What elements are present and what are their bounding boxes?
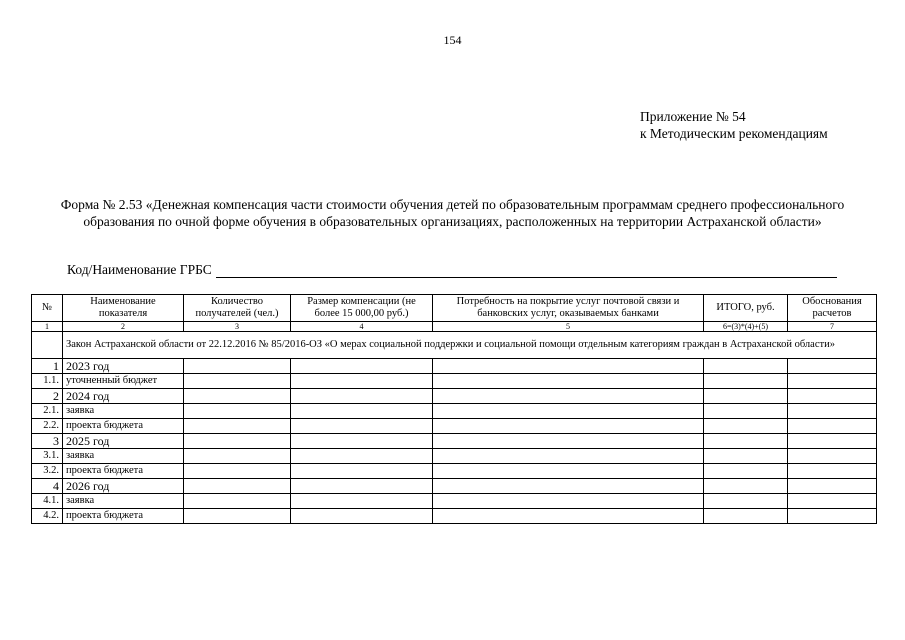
row-label: 2025 год: [63, 434, 184, 449]
column-number-cell: 6=(3)*(4)+(5): [704, 322, 788, 332]
grbs-label: Код/Наименование ГРБС: [67, 262, 212, 277]
value-cell[interactable]: [433, 434, 704, 449]
header-cell: Наименование показателя: [63, 295, 184, 322]
value-cell[interactable]: [704, 449, 788, 464]
value-cell[interactable]: [291, 509, 433, 524]
table-header-row: [32, 295, 877, 322]
value-cell[interactable]: [704, 479, 788, 494]
row-label: уточненный бюджет: [63, 374, 184, 389]
appendix-reference: [640, 108, 828, 142]
value-cell[interactable]: [788, 509, 877, 524]
header-cell: ИТОГО, руб.: [704, 295, 788, 322]
value-cell[interactable]: [291, 359, 433, 374]
row-number: 3: [32, 434, 63, 449]
value-cell[interactable]: [433, 419, 704, 434]
row-number: 1: [32, 359, 63, 374]
header-cell: Количество получателей (чел.): [184, 295, 291, 322]
value-cell[interactable]: [704, 359, 788, 374]
value-cell[interactable]: [788, 374, 877, 389]
header-cell: №: [32, 295, 63, 322]
law-row: [32, 332, 877, 359]
value-cell[interactable]: [433, 404, 704, 419]
table-row: [32, 374, 877, 389]
row-number: 4: [32, 479, 63, 494]
column-number-row: [32, 322, 877, 332]
value-cell[interactable]: [788, 434, 877, 449]
value-cell[interactable]: [184, 359, 291, 374]
column-number-cell: 5: [433, 322, 704, 332]
table-row: [32, 479, 877, 494]
table-row: [32, 404, 877, 419]
value-cell[interactable]: [291, 449, 433, 464]
row-label: 2024 год: [63, 389, 184, 404]
header-cell: Обоснования расчетов: [788, 295, 877, 322]
value-cell[interactable]: [704, 374, 788, 389]
row-label: заявка: [63, 494, 184, 509]
form-table: [31, 294, 877, 524]
page-number: 154: [443, 33, 462, 47]
value-cell[interactable]: [788, 449, 877, 464]
appendix-line-1: Приложение № 54: [640, 109, 746, 124]
row-number: 2.1.: [32, 404, 63, 419]
value-cell[interactable]: [433, 389, 704, 404]
value-cell[interactable]: [704, 434, 788, 449]
form-title: Форма № 2.53 «Денежная компенсация части стоимости обучения детей по образовательным программам среднего профессионального образования по очной форме обучения в образовательных организациях, расположенных на территории Астраханской области»: [60, 197, 845, 229]
value-cell[interactable]: [788, 479, 877, 494]
grbs-fill-line: [216, 263, 837, 278]
value-cell[interactable]: [788, 389, 877, 404]
row-number: 3.1.: [32, 449, 63, 464]
row-number: 1.1.: [32, 374, 63, 389]
column-number-cell: 2: [63, 322, 184, 332]
row-label: 2026 год: [63, 479, 184, 494]
value-cell[interactable]: [291, 404, 433, 419]
value-cell[interactable]: [433, 494, 704, 509]
row-label: заявка: [63, 449, 184, 464]
table-row: [32, 434, 877, 449]
value-cell[interactable]: [788, 419, 877, 434]
value-cell[interactable]: [788, 464, 877, 479]
value-cell[interactable]: [291, 434, 433, 449]
column-number-cell: 3: [184, 322, 291, 332]
value-cell[interactable]: [184, 389, 291, 404]
grbs-field: [67, 262, 837, 278]
table-row: [32, 464, 877, 479]
value-cell[interactable]: [788, 359, 877, 374]
value-cell[interactable]: [433, 479, 704, 494]
law-row-no-cell: [32, 332, 63, 359]
row-number: 4.1.: [32, 494, 63, 509]
value-cell[interactable]: [184, 374, 291, 389]
row-label: 2023 год: [63, 359, 184, 374]
value-cell[interactable]: [704, 389, 788, 404]
value-cell[interactable]: [184, 494, 291, 509]
header-cell: Потребность на покрытие услуг почтовой связи и банковских услуг, оказываемых банками: [433, 295, 704, 322]
row-number: 3.2.: [32, 464, 63, 479]
value-cell[interactable]: [184, 509, 291, 524]
appendix-line-2: к Методическим рекомендациям: [640, 126, 828, 141]
table-row: [32, 494, 877, 509]
value-cell[interactable]: [184, 449, 291, 464]
value-cell[interactable]: [184, 419, 291, 434]
row-label: проекта бюджета: [63, 419, 184, 434]
value-cell[interactable]: [184, 479, 291, 494]
value-cell[interactable]: [291, 389, 433, 404]
table-row: [32, 419, 877, 434]
value-cell[interactable]: [433, 449, 704, 464]
table-row: [32, 509, 877, 524]
column-number-cell: 1: [32, 322, 63, 332]
value-cell[interactable]: [704, 404, 788, 419]
value-cell[interactable]: [184, 404, 291, 419]
value-cell[interactable]: [291, 374, 433, 389]
row-label: проекта бюджета: [63, 509, 184, 524]
table-row: [32, 449, 877, 464]
value-cell[interactable]: [433, 509, 704, 524]
value-cell[interactable]: [291, 464, 433, 479]
row-number: 2: [32, 389, 63, 404]
law-text: Закон Астраханской области от 22.12.2016 № 85/2016-ОЗ «О мерах социальной поддержки и социальной помощи отдельным категориям граждан в Астраханской области»: [63, 332, 877, 359]
value-cell[interactable]: [433, 464, 704, 479]
header-cell: Размер компенсации (не более 15 000,00 руб.): [291, 295, 433, 322]
row-number: 4.2.: [32, 509, 63, 524]
table-row: [32, 389, 877, 404]
value-cell[interactable]: [291, 419, 433, 434]
value-cell[interactable]: [704, 419, 788, 434]
value-cell[interactable]: [433, 359, 704, 374]
row-label: заявка: [63, 404, 184, 419]
column-number-cell: 4: [291, 322, 433, 332]
value-cell[interactable]: [788, 494, 877, 509]
value-cell[interactable]: [184, 464, 291, 479]
value-cell[interactable]: [704, 464, 788, 479]
value-cell[interactable]: [704, 494, 788, 509]
row-label: проекта бюджета: [63, 464, 184, 479]
column-number-cell: 7: [788, 322, 877, 332]
value-cell[interactable]: [433, 374, 704, 389]
value-cell[interactable]: [291, 494, 433, 509]
value-cell[interactable]: [184, 434, 291, 449]
table-row: [32, 359, 877, 374]
row-number: 2.2.: [32, 419, 63, 434]
value-cell[interactable]: [291, 479, 433, 494]
value-cell[interactable]: [704, 509, 788, 524]
value-cell[interactable]: [788, 404, 877, 419]
